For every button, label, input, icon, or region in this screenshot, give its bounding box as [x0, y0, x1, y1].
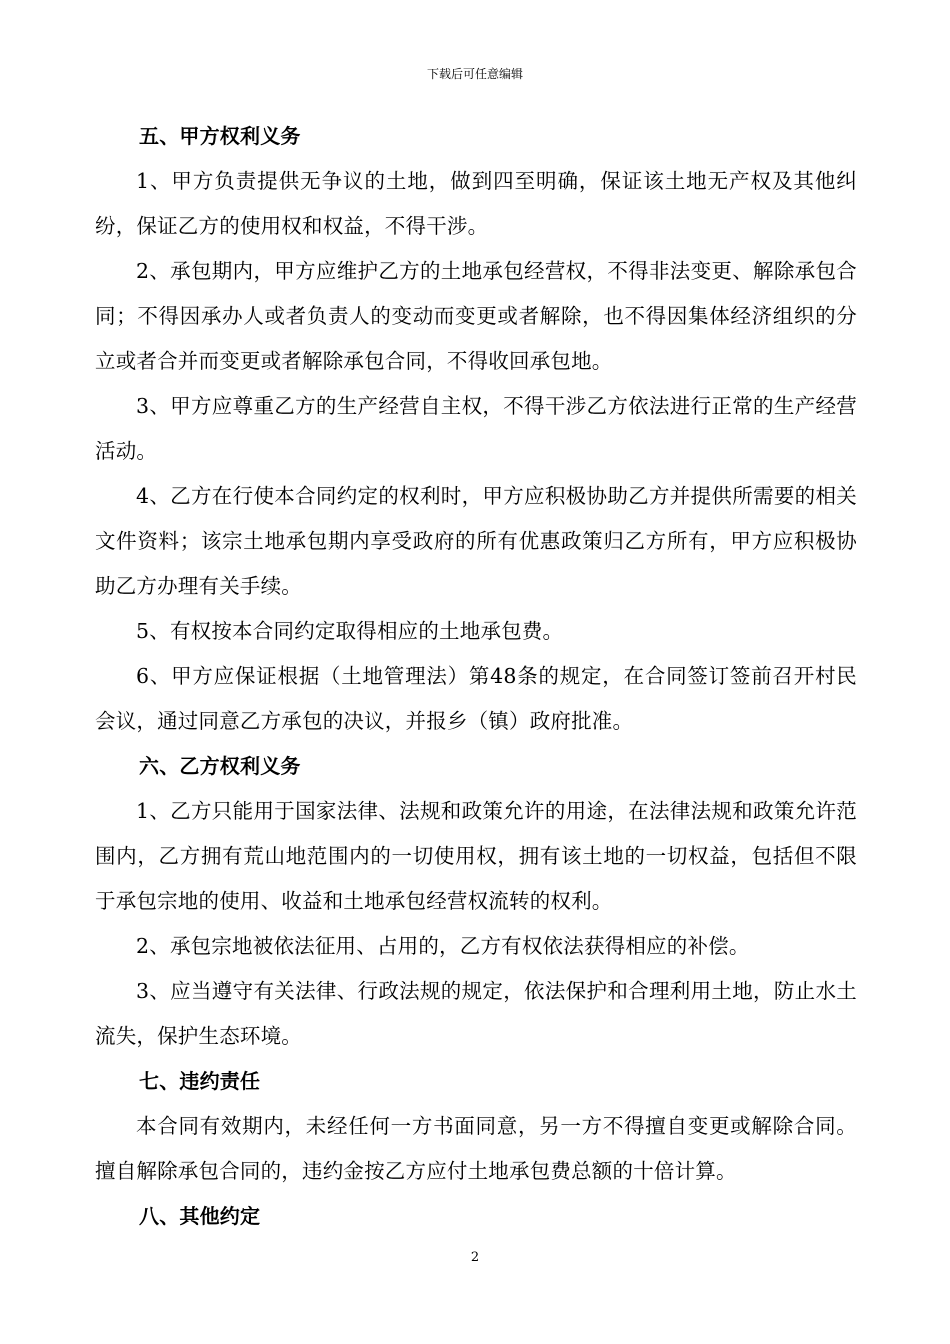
section-heading-8: 八、其他约定: [139, 1204, 261, 1228]
paragraph: 2、承包宗地被依法征用、占用的，乙方有权依法获得相应的补偿。: [136, 934, 750, 958]
paragraph: 3、应当遵守有关法律、行政法规的规定，依法保护和合理利用土地，防止水土流失，保护生态环境。: [95, 979, 857, 1048]
page-header: 下载后可任意编辑: [426, 67, 523, 81]
paragraph: 6、甲方应保证根据（土地管理法）第48条的规定，在合同签订签前召开村民会议，通过同意乙方承包的决议，并报乡（镇）政府批准。: [95, 664, 857, 733]
paragraph: 2、承包期内，甲方应维护乙方的土地承包经营权，不得非法变更、解除承包合同；不得因承办人或者负责人的变动而变更或者解除，也不得因集体经济组织的分立或者合并而变更或者解除承包合同，不得收回承包地。: [95, 259, 857, 373]
document-body: [95, 114, 857, 1239]
paragraph: 本合同有效期内，未经任何一方书面同意，另一方不得擅自变更或解除合同。擅自解除承包合同的，违约金按乙方应付土地承包费总额的十倍计算。: [95, 1114, 857, 1183]
paragraph: 5、有权按本合同约定取得相应的土地承包费。: [136, 619, 564, 643]
paragraph: 4、乙方在行使本合同约定的权利时，甲方应积极协助乙方并提供所需要的相关文件资料；该宗土地承包期内享受政府的所有优惠政策归乙方所有，甲方应积极协助乙方办理有关手续。: [95, 484, 857, 598]
paragraph: 3、甲方应尊重乙方的生产经营自主权，不得干涉乙方依法进行正常的生产经营活动。: [95, 394, 857, 463]
section-heading-6: 六、乙方权利义务: [139, 754, 301, 778]
paragraph: 1、乙方只能用于国家法律、法规和政策允许的用途，在法律法规和政策允许范围内，乙方拥有荒山地范围内的一切使用权，拥有该土地的一切权益，包括但不限于承包宗地的使用、收益和土地承包经营权流转的权利。: [95, 799, 857, 913]
paragraph: 1、甲方负责提供无争议的土地，做到四至明确，保证该土地无产权及其他纠纷，保证乙方的使用权和权益，不得干涉。: [95, 169, 857, 238]
page-number: 2: [470, 1250, 480, 1265]
section-heading-7: 七、违约责任: [139, 1069, 261, 1093]
section-heading-5: 五、甲方权利义务: [139, 124, 301, 148]
